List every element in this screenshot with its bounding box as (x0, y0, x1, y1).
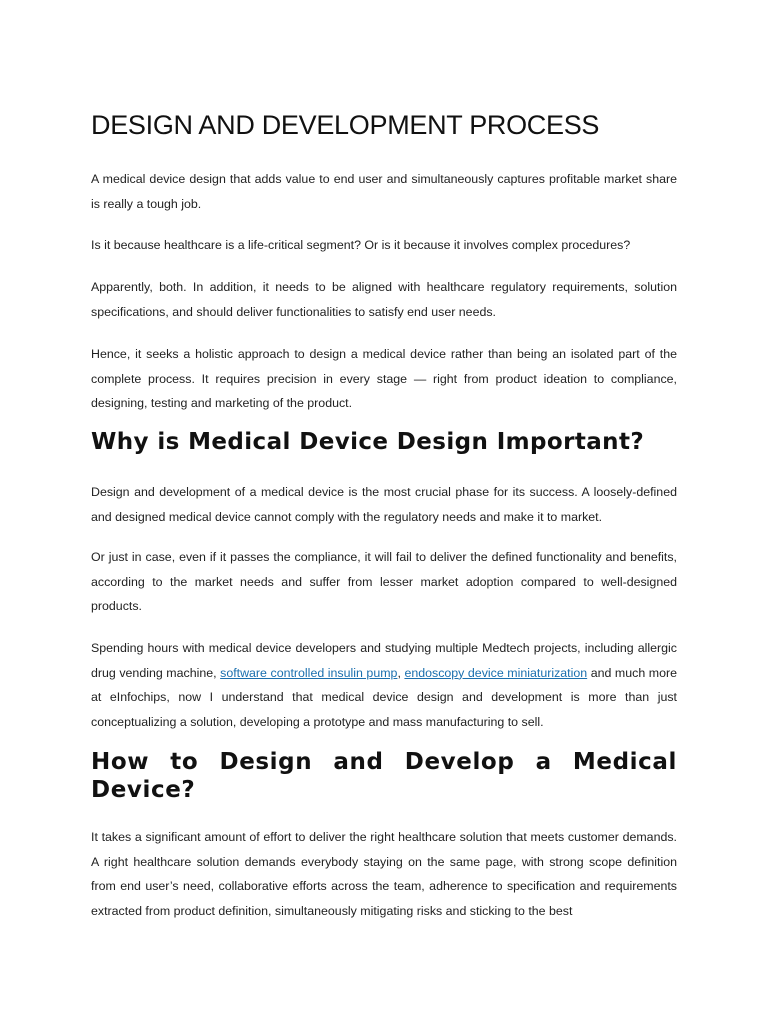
intro-paragraph-3: Apparently, both. In addition, it needs to be aligned with healthcare regulatory requirements, solution specifications, and should deliver functionalities to satisfy end user needs. (91, 280, 677, 319)
importance-paragraph-2: Or just in case, even if it passes the compliance, it will fail to deliver the defined functionality and benefits, according to the market needs and suffer from lesser market adoption compared to well-designed products. (91, 550, 677, 614)
page-title: DESIGN AND DEVELOPMENT PROCESS (91, 110, 600, 140)
importance-paragraph-3 (91, 636, 677, 735)
insulin-pump-link[interactable]: software controlled insulin pump (220, 665, 398, 680)
how-to-paragraph-1: It takes a significant amount of effort to deliver the right healthcare solution that meets customer demands. A right healthcare solution demands everybody staying on the same page, with strong scope definition from end user’s need, collaborative efforts across the team, adherence to specification and requirements extracted from product definition, simultaneously mitigating risks and sticking to the best (91, 830, 677, 919)
importance-paragraph-1: Design and development of a medical device is the most crucial phase for its success. A loosely-defined and designed medical device cannot comply with the regulatory needs and make it to market. (91, 485, 677, 524)
intro-paragraph-2: Is it because healthcare is a life-critical segment? Or is it because it involves complex procedures? (91, 238, 631, 252)
endoscopy-link[interactable]: endoscopy device miniaturization (404, 665, 588, 680)
link-separator: , (397, 665, 405, 680)
intro-paragraph-1: A medical device design that adds value to end user and simultaneously captures profitable market share is really a tough job. (91, 172, 677, 211)
section-heading-importance: Why is Medical Device Design Important? (91, 429, 645, 455)
section-heading-how-to: How to Design and Develop a Medical Device? (91, 749, 677, 803)
intro-paragraph-4: Hence, it seeks a holistic approach to design a medical device rather than being an isolated part of the complete process. It requires precision in every stage — right from product ideation to compliance, designing, testing and marketing of the product. (91, 347, 677, 411)
paragraph-text: Spending hours with medical device developers and studying multiple Medtech projects, including allergic drug vending machine, (91, 641, 677, 680)
paragraph-text: and much more at eInfochips, now I understand that medical device design and development is more than just conceptualizing a solution, developing a prototype and mass manufacturing to sell. (91, 665, 678, 730)
